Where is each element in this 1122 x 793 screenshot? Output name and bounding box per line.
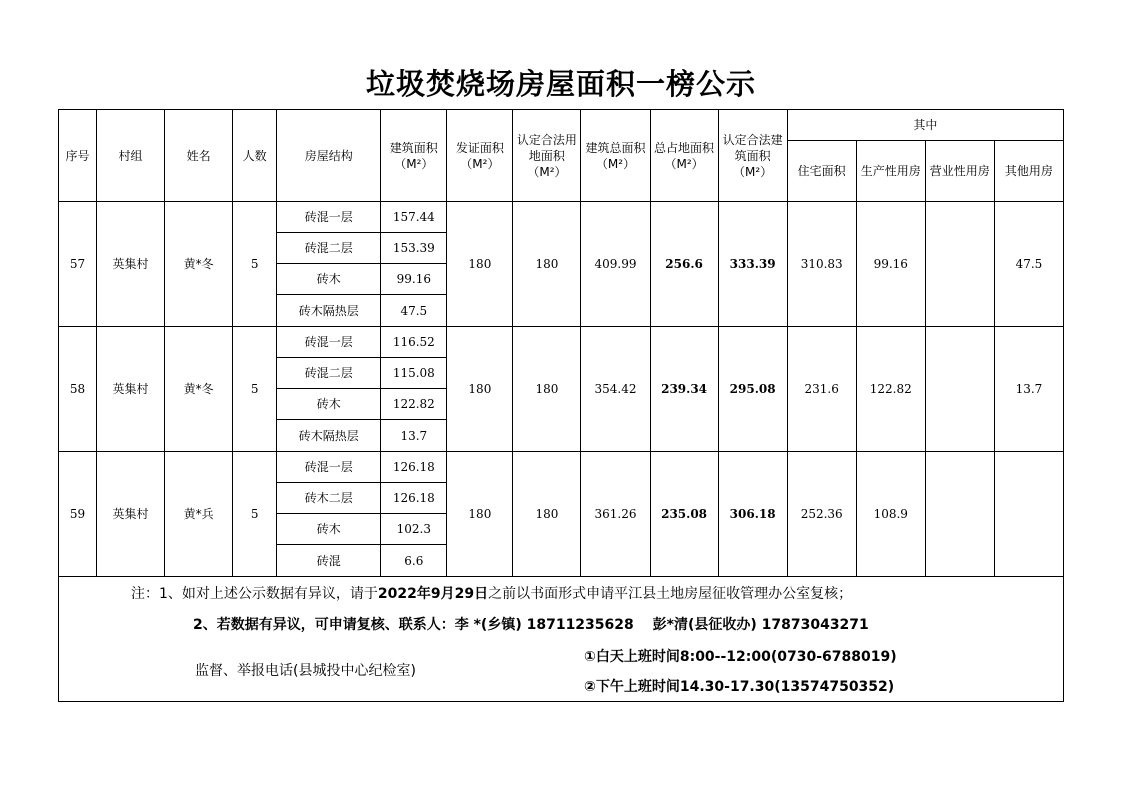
cell-village: 英集村 bbox=[97, 452, 165, 577]
area-table bbox=[58, 109, 1064, 702]
cell-residential: 310.83 bbox=[787, 202, 856, 327]
header-total-build: 建筑总面积（M²） bbox=[581, 110, 650, 202]
table-row bbox=[59, 202, 1064, 233]
cell-total-build: 409.99 bbox=[581, 202, 650, 327]
cell-village: 英集村 bbox=[97, 202, 165, 327]
cell-total-build: 354.42 bbox=[581, 327, 650, 452]
header-business: 营业性用房 bbox=[925, 141, 994, 202]
cell-structure-area: 157.44 bbox=[381, 202, 447, 233]
cell-other: 47.5 bbox=[994, 202, 1063, 327]
cell-structure-area: 153.39 bbox=[381, 233, 447, 264]
header-total-land: 总占地面积（M²） bbox=[650, 110, 718, 202]
cell-name: 黄*兵 bbox=[165, 452, 233, 577]
header-build-area: 建筑面积（M²） bbox=[381, 110, 447, 202]
cell-structure-type: 砖混一层 bbox=[277, 327, 381, 358]
header-cert-area: 发证面积（M²） bbox=[447, 110, 513, 202]
cell-village: 英集村 bbox=[97, 327, 165, 452]
cell-business bbox=[925, 202, 994, 327]
note-deadline: 2022年9月29日 bbox=[377, 586, 489, 602]
cell-production: 99.16 bbox=[856, 202, 925, 327]
cell-name: 黄*冬 bbox=[165, 202, 233, 327]
header-structure: 房屋结构 bbox=[277, 110, 381, 202]
cell-structure-type: 砖混 bbox=[277, 545, 381, 577]
hours-afternoon: ②下午上班时间14.30-17.30(13574750352) bbox=[584, 679, 895, 695]
cell-structure-type: 砖混二层 bbox=[277, 358, 381, 389]
cell-structure-type: 砖木 bbox=[277, 514, 381, 545]
note-line-1-post: 之前以书面形式申请平江县土地房屋征收管理办公室复核； bbox=[488, 586, 853, 602]
cell-people: 5 bbox=[233, 452, 277, 577]
cell-business bbox=[925, 327, 994, 452]
header-legal-land: 认定合法用地面积（M²） bbox=[513, 110, 581, 202]
cell-structure-type: 砖木二层 bbox=[277, 483, 381, 514]
cell-production: 108.9 bbox=[856, 452, 925, 577]
header-other: 其他用房 bbox=[994, 141, 1063, 202]
cell-people: 5 bbox=[233, 202, 277, 327]
cell-structure-area: 116.52 bbox=[381, 327, 447, 358]
cell-seq: 59 bbox=[59, 452, 97, 577]
cell-name: 黄*冬 bbox=[165, 327, 233, 452]
cell-other: 13.7 bbox=[994, 327, 1063, 452]
cell-total-land: 239.34 bbox=[650, 327, 718, 452]
note-line-2: 2、若数据有异议，可申请复核、联系人：李 *(乡镇) 18711235628 彭*清(县征收办) 17873043271 bbox=[193, 617, 869, 633]
cell-structure-area: 122.82 bbox=[381, 389, 447, 420]
note-line-1-pre: 注：1、如对上述公示数据有异议，请于 bbox=[131, 586, 378, 602]
header-among: 其中 bbox=[787, 110, 1063, 141]
cell-seq: 57 bbox=[59, 202, 97, 327]
header-production: 生产性用房 bbox=[856, 141, 925, 202]
cell-production: 122.82 bbox=[856, 327, 925, 452]
cell-structure-area: 126.18 bbox=[381, 452, 447, 483]
cell-structure-type: 砖木 bbox=[277, 389, 381, 420]
cell-legal-land: 180 bbox=[513, 202, 581, 327]
header-people: 人数 bbox=[233, 110, 277, 202]
cell-seq: 58 bbox=[59, 327, 97, 452]
cell-residential: 252.36 bbox=[787, 452, 856, 577]
cell-legal-land: 180 bbox=[513, 327, 581, 452]
hours-morning: ①白天上班时间8:00--12:00(0730-6788019) bbox=[584, 649, 897, 665]
cell-structure-area: 6.6 bbox=[381, 545, 447, 577]
cell-legal-land: 180 bbox=[513, 452, 581, 577]
cell-cert-area: 180 bbox=[447, 452, 513, 577]
header-seq: 序号 bbox=[59, 110, 97, 202]
cell-residential: 231.6 bbox=[787, 327, 856, 452]
notes-block bbox=[59, 577, 1064, 702]
table-row bbox=[59, 452, 1064, 483]
header-village: 村组 bbox=[97, 110, 165, 202]
cell-total-build: 361.26 bbox=[581, 452, 650, 577]
cell-structure-type: 砖木 bbox=[277, 264, 381, 295]
header-name: 姓名 bbox=[165, 110, 233, 202]
page-title: 垃圾焚烧场房屋面积一榜公示 bbox=[365, 67, 756, 101]
cell-business bbox=[925, 452, 994, 577]
cell-structure-area: 13.7 bbox=[381, 420, 447, 452]
cell-people: 5 bbox=[233, 327, 277, 452]
cell-structure-area: 47.5 bbox=[381, 295, 447, 327]
cell-legal-build: 295.08 bbox=[718, 327, 787, 452]
cell-structure-area: 99.16 bbox=[381, 264, 447, 295]
cell-total-land: 235.08 bbox=[650, 452, 718, 577]
cell-total-land: 256.6 bbox=[650, 202, 718, 327]
cell-structure-type: 砖混一层 bbox=[277, 202, 381, 233]
cell-legal-build: 333.39 bbox=[718, 202, 787, 327]
cell-structure-area: 102.3 bbox=[381, 514, 447, 545]
cell-structure-type: 砖混二层 bbox=[277, 233, 381, 264]
cell-structure-area: 115.08 bbox=[381, 358, 447, 389]
table-row bbox=[59, 327, 1064, 358]
header-residential: 住宅面积 bbox=[787, 141, 856, 202]
cell-structure-type: 砖混一层 bbox=[277, 452, 381, 483]
note-line-1 bbox=[131, 586, 852, 602]
cell-cert-area: 180 bbox=[447, 327, 513, 452]
cell-cert-area: 180 bbox=[447, 202, 513, 327]
cell-structure-type: 砖木隔热层 bbox=[277, 295, 381, 327]
records-body bbox=[59, 202, 1064, 577]
cell-structure-area: 126.18 bbox=[381, 483, 447, 514]
cell-structure-type: 砖木隔热层 bbox=[277, 420, 381, 452]
cell-legal-build: 306.18 bbox=[718, 452, 787, 577]
cell-other bbox=[994, 452, 1063, 577]
supervise-label: 监督、举报电话(县城投中心纪检室) bbox=[195, 663, 416, 679]
header-legal-build: 认定合法建筑面积（M²） bbox=[718, 110, 787, 202]
